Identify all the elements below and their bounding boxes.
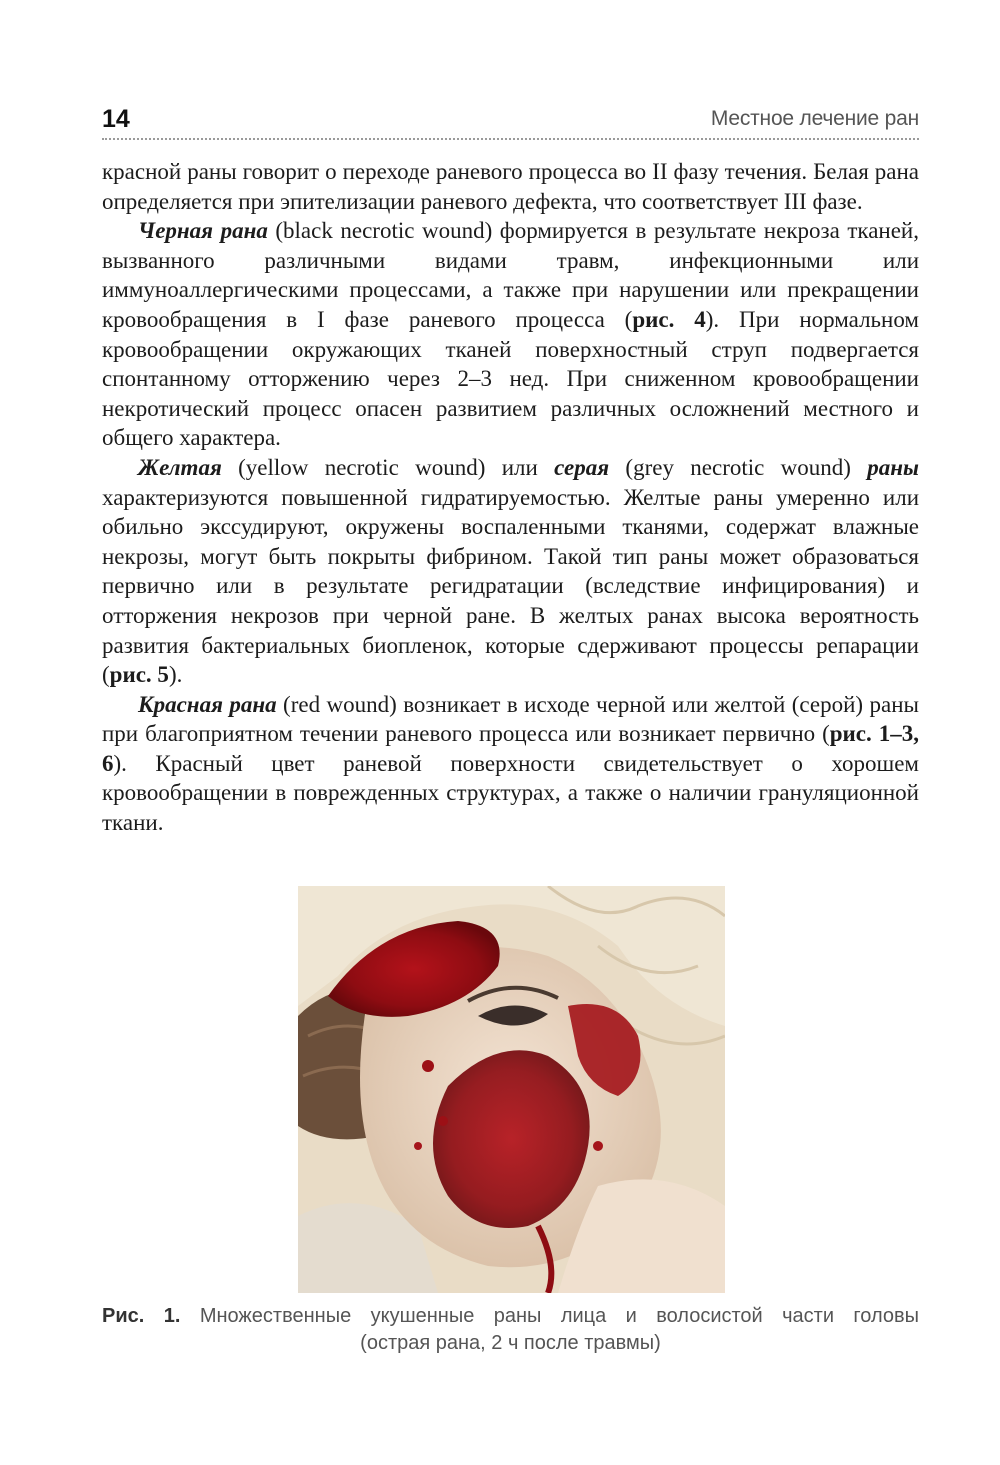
caption-line-2: (острая рана, 2 ч после травмы) bbox=[360, 1332, 661, 1354]
paragraph-text: (black necrotic wound) формируется в результате некроза тканей, вызванного различными видами травм, инфекционными или иммуноаллергическими процессами, а также при нарушении или прекращении кровообращения в I фазе раневого процесса ( bbox=[102, 218, 919, 332]
term-yellow: Желтая bbox=[138, 454, 222, 480]
caption-line-1 bbox=[102, 1303, 919, 1330]
running-header bbox=[102, 104, 919, 134]
caption-label: Рис. 1. bbox=[102, 1305, 181, 1327]
term-wounds: раны bbox=[867, 454, 919, 480]
running-title: Местное лечение ран bbox=[710, 107, 919, 130]
paragraph-text: (grey necrotic wound) bbox=[609, 454, 868, 480]
paragraph-yellow-wound bbox=[102, 453, 919, 690]
page-number: 14 bbox=[102, 105, 130, 133]
caption-text: Множественные укушенные раны лица и волосистой части головы bbox=[180, 1305, 919, 1327]
header-dotted-rule bbox=[102, 138, 919, 140]
figure-photo-facial-bite-wounds bbox=[298, 886, 725, 1293]
figure-reference: рис. 4 bbox=[632, 306, 706, 332]
photo-illustration bbox=[298, 886, 725, 1293]
term-grey: серая bbox=[554, 454, 610, 480]
paragraph-text: ). Красный цвет раневой поверхности свидетельствует о хорошем кровообращении в поврежденных структурах, а также о наличии грануляционной ткани. bbox=[102, 750, 919, 836]
figure-reference: рис. 1–3, 6 bbox=[102, 721, 919, 776]
term-black-wound: Черная рана bbox=[138, 218, 268, 244]
paragraph-black-wound bbox=[102, 216, 919, 453]
figure-caption bbox=[102, 1303, 919, 1357]
paragraph-text: ). При нормальном кровообращении окружающих тканей поверхностный струп подвергается спонтанному отторжению через 2–3 нед. При сниженном кровообращении некротический процесс опасен развитием различных осложнений местного и общего характера. bbox=[102, 306, 919, 451]
body-text bbox=[102, 157, 919, 838]
term-red-wound: Красная рана bbox=[138, 691, 277, 717]
paragraph-1: красной раны говорит о переходе раневого процесса во II фазу течения. Белая рана определяется при эпителизации раневого дефекта, что соответствует III фазе. bbox=[102, 159, 919, 214]
figure-reference: рис. 5 bbox=[109, 662, 169, 688]
paragraph-text: (yellow necrotic wound) или bbox=[221, 454, 555, 480]
paragraph-text: ). bbox=[168, 662, 183, 688]
paragraph-text: характеризуются повышенной гидратируемостью. Желтые раны умеренно или обильно экссудируют, окружены воспаленными тканями, содержат влажные некрозы, могут быть покрыты фибрином. Такой тип раны может образоваться первично или в результате регидратации (вследствие инфицирования) и отторжения некрозов при черной ране. В желтых ранах высока вероятность развития бактериальных биопленок, которые сдерживают процессы репарации ( bbox=[102, 484, 919, 688]
paragraph-text: (red wound) возникает в исходе черной или желтой (серой) раны при благоприятном течении раневого процесса или возникает первично ( bbox=[102, 691, 919, 747]
paragraph-red-wound bbox=[102, 690, 919, 838]
